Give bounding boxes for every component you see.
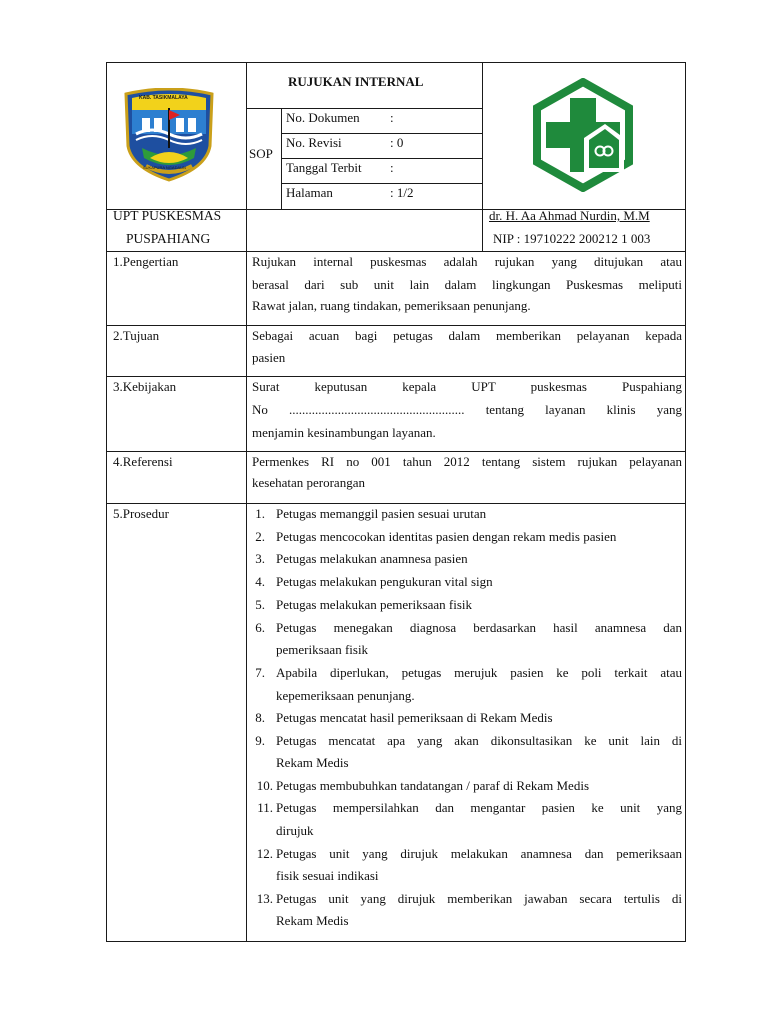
table-border	[281, 183, 483, 184]
table-border	[281, 158, 483, 159]
section-label-kebijakan: 3.Kebijakan	[113, 379, 177, 394]
field-label-tanggal-terbit: Tanggal Terbit	[286, 160, 362, 175]
step-text: Petugas mencatat hasil pemeriksaan di Rekam Medis	[276, 710, 553, 725]
field-value-no-dokumen: :	[390, 110, 394, 125]
section-label-pengertian: 1.Pengertian	[113, 254, 179, 269]
step-text: Petugas memanggil pasien sesuai urutan	[276, 506, 487, 521]
table-border	[246, 62, 247, 942]
step-text: Petugas mencocokan identitas pasien dengan rekam medis pasien	[276, 529, 617, 544]
table-border	[246, 108, 483, 109]
field-value-no-revisi: : 0	[390, 135, 404, 150]
step-number: 6.	[255, 620, 265, 635]
table-border	[106, 62, 107, 942]
sop-label: SOP	[249, 146, 273, 161]
crest-text-top: KAB. TASIKMALAYA	[139, 95, 188, 101]
field-value-halaman: : 1/2	[390, 185, 414, 200]
step-text: dirujuk	[276, 823, 314, 838]
table-border	[106, 251, 686, 252]
referensi-line: Permenkes RI no 001 tahun 2012 tentang sistem rujukan pelayanan	[252, 454, 682, 469]
table-border	[106, 376, 686, 377]
step-number: 3.	[255, 551, 265, 566]
kebijakan-line: No ...................................................... tentang layanan klinis yang	[252, 402, 682, 417]
step-number: 10.	[256, 778, 273, 793]
step-text: Petugas unit yang dirujuk memberikan jawaban secara tertulis di	[276, 891, 682, 906]
field-label-halaman: Halaman	[286, 185, 333, 200]
table-border	[106, 503, 686, 504]
step-text: fisik sesuai indikasi	[276, 868, 379, 883]
kebijakan-line: Surat keputusan kepala UPT puskesmas Puspahiang	[252, 379, 682, 394]
step-number: 13.	[256, 891, 273, 906]
step-number: 2.	[255, 529, 265, 544]
step-text: Rekam Medis	[276, 755, 349, 770]
signatory-nip: NIP : 19710222 200212 1 003	[493, 231, 651, 246]
step-number: 11.	[257, 800, 273, 815]
step-text: Petugas mempersilahkan dan mengantar pasien ke unit yang	[276, 800, 682, 815]
signatory-name: dr. H. Aa Ahmad Nurdin, M.M	[489, 208, 650, 223]
section-label-referensi: 4.Referensi	[113, 454, 173, 469]
table-border	[106, 451, 686, 452]
org-name-line1: UPT PUSKESMAS	[113, 208, 222, 223]
step-number: 12.	[256, 846, 273, 861]
step-number: 5.	[255, 597, 265, 612]
table-border	[482, 209, 483, 251]
tujuan-line: Sebagai acuan bagi petugas dalam memberikan pelayanan kepada	[252, 328, 682, 343]
step-text: Rekam Medis	[276, 913, 349, 928]
kebijakan-line: menjamin kesinambungan layanan.	[252, 425, 436, 440]
section-label-tujuan: 2.Tujuan	[113, 328, 160, 343]
field-label-no-revisi: No. Revisi	[286, 135, 342, 150]
table-border	[685, 62, 686, 942]
step-text: Petugas menegakan diagnosa berdasarkan hasil anamnesa dan	[276, 620, 682, 635]
document-title: RUJUKAN INTERNAL	[288, 74, 424, 89]
step-number: 1.	[255, 506, 265, 521]
step-text: Petugas unit yang dirujuk melakukan anamnesa dan pemeriksaan	[276, 846, 682, 861]
step-number: 9.	[255, 733, 265, 748]
table-border	[482, 62, 483, 209]
step-text: Petugas melakukan anamnesa pasien	[276, 551, 468, 566]
section-label-prosedur: 5.Prosedur	[113, 506, 169, 521]
pengertian-line: Rawat jalan, ruang tindakan, pemeriksaan penunjang.	[252, 298, 531, 313]
step-text: Petugas mencatat apa yang akan dikonsultasikan ke unit lain di	[276, 733, 682, 748]
step-number: 7.	[255, 665, 265, 680]
step-text: Petugas membubuhkan tandatangan / paraf di Rekam Medis	[276, 778, 590, 793]
field-value-tanggal-terbit: :	[390, 160, 394, 175]
referensi-line: kesehatan perorangan	[252, 475, 365, 490]
pengertian-line: Rujukan internal puskesmas adalah rujukan yang ditujukan atau	[252, 254, 682, 269]
puskesmas-logo-icon	[526, 78, 640, 192]
step-number: 4.	[255, 574, 265, 589]
field-label-no-dokumen: No. Dokumen	[286, 110, 360, 125]
table-border	[281, 133, 483, 134]
pengertian-line: berasal dari sub unit lain dalam lingkungan Puskesmas meliputi	[252, 277, 682, 292]
table-border	[106, 325, 686, 326]
step-text: Petugas melakukan pengukuran vital sign	[276, 574, 493, 589]
step-text: pemeriksaan fisik	[276, 642, 369, 657]
step-number: 8.	[255, 710, 265, 725]
table-border	[106, 941, 686, 942]
step-text: Petugas melakukan pemeriksaan fisik	[276, 597, 473, 612]
table-border	[106, 62, 686, 63]
step-text: Apabila diperlukan, petugas merujuk pasien ke poli terkait atau	[276, 665, 682, 680]
org-name-line2: PUSPAHIANG	[126, 231, 211, 246]
tujuan-line: pasien	[252, 350, 286, 365]
step-text: kepemeriksaan penunjang.	[276, 688, 415, 703]
crest-text-bottom: SUKAPURA NGADAUN	[143, 165, 186, 170]
